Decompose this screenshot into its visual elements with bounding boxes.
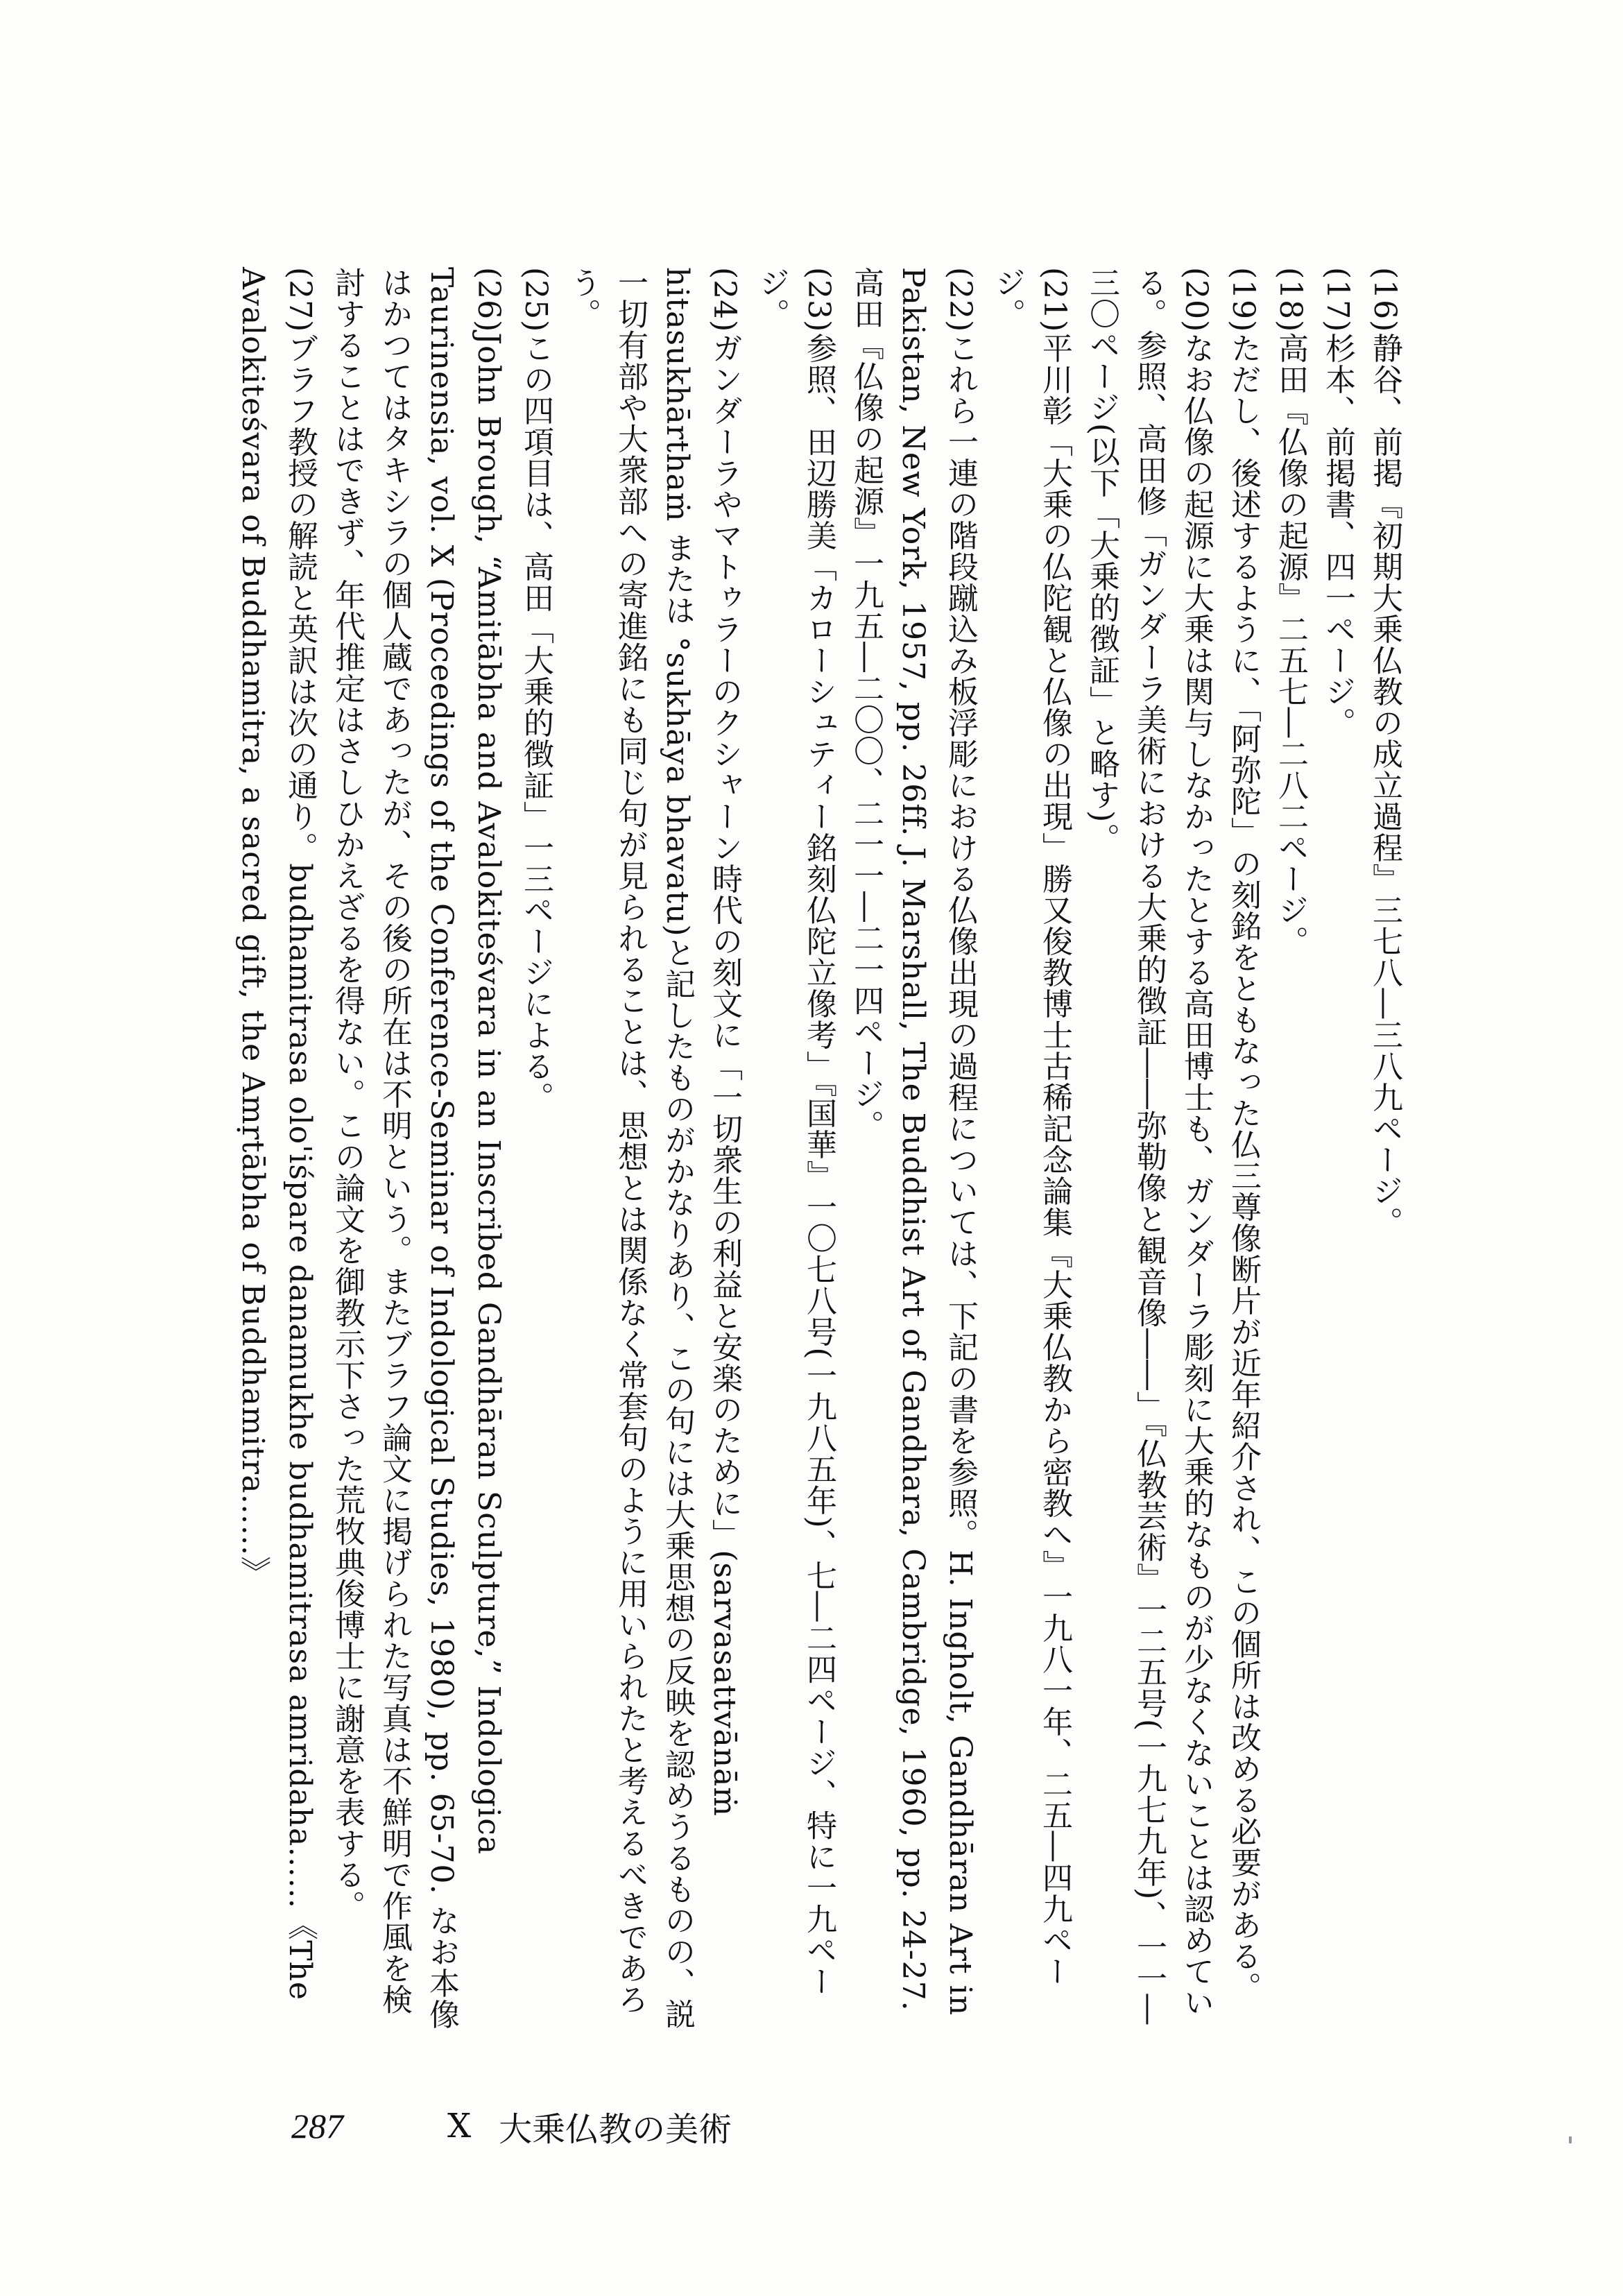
note-18 — [1266, 267, 1314, 2043]
note-20 — [1078, 267, 1219, 2043]
note-text: この四項目は、高田「大乗的徴証」一三ページによる。 — [518, 332, 553, 1113]
note-text: 高田『仏像の起源』二五七―二八二ページ。 — [1273, 332, 1308, 957]
note-21 — [984, 267, 1078, 2043]
note-number: (18) — [1273, 267, 1308, 333]
note-number: (19) — [1226, 267, 1261, 333]
page-footer — [291, 2102, 732, 2150]
chapter-number: X — [447, 2107, 472, 2145]
note-number: (25) — [518, 267, 553, 333]
scan-speck — [1569, 2136, 1572, 2143]
note-22 — [842, 267, 984, 2043]
note-text: 参照、田辺勝美「カローシュティー銘刻仏陀立像考」『国華』一〇七八号(一九八五年)、七―二四ページ、特に一九ページ。 — [754, 267, 836, 1997]
note-number: (20) — [1178, 267, 1214, 333]
note-27 — [229, 267, 323, 2043]
note-number: (24) — [707, 267, 742, 333]
note-17 — [1314, 267, 1361, 2043]
note-number: (23) — [801, 267, 836, 333]
note-text: 平川彰「大乗の仏陀観と仏像の出現」勝又俊教博士古稀記念論集『大乗仏教から密教へ』一九八一年、二五―四九ページ。 — [990, 267, 1072, 1987]
note-number: (16) — [1367, 267, 1402, 333]
note-number: (26) — [471, 267, 506, 333]
note-text: ガンダーラやマトゥラーのクシャーン時代の刻文に「一切衆生の利益と安楽のために」(sarvasattvānāṁ hitasukhārthaṁ または °sukhāya bhavatu)と記したものがかなりあり、この句には大乗思想の反映を認めうるものの、説一切有部や大衆部への寄進銘にも同じ句が見られることは、思想とは関係なく常套句のように用いられたと考えるべきであろう。 — [565, 267, 742, 2030]
page-number: 287 — [291, 2107, 343, 2145]
chapter-title: 大乗仏教の美術 — [499, 2109, 732, 2149]
note-19 — [1219, 267, 1266, 2043]
note-number: (21) — [1037, 267, 1072, 333]
note-24 — [559, 267, 748, 2043]
note-text: これら一連の階段蹴込み板浮彫における仏像出現の過程については、下記の書を参照。H. Ingholt, Gandhāran Art in Pakistan, New York, 1957, pp. 26ff. J. Marshall, The Buddhist Art of Gandhara, Cambridge, 1960, pp. 24-27. 高田『仏像の起源』一九五―二〇〇、二一一―二一四ページ。 — [848, 267, 978, 2016]
note-text: ただし、後述するように、「阿弥陀」の刻銘をともなった仏三尊像断片が近年紹介され、この個所は改める必要がある。 — [1226, 332, 1261, 2003]
note-number: (17) — [1320, 267, 1355, 333]
endnotes-block — [187, 267, 1408, 2043]
note-25 — [512, 267, 559, 2043]
note-text: John Brough, “Amitābha and Avalokiteśvara in an Inscribed Gandhāran Sculpture,” Indologica Taurinensia, vol. X (Proceedings of the Conference-Seminar of Indological Studies, 1980), pp. 65-70. なお本像はかつてはタキシラの個人蔵であったが、その後の所在は不明という。またブラフ論文に掲げられた写真は不鮮明で作風を検討することはできず、年代推定はさしひかえざるを得ない。この論文を御教示下さった荒牧典俊博士に謝意を表する。 — [329, 267, 506, 2030]
note-text: 杉本、前掲書、四一ページ。 — [1320, 332, 1355, 739]
note-23 — [748, 267, 842, 2043]
note-number: (27) — [282, 267, 318, 333]
note-16 — [1361, 267, 1408, 2043]
note-text: なお仏像の起源に大乗は関与しなかったとする高田博士も、ガンダーラ彫刻に大乗的なものが少なくないことは認めている。参照、高田修「ガンダーラ美術における大乗的徴証――弥勒像と観音像――」『仏教芸術』一二五号(一九七九年)、一一―三〇ページ(以下「大乗的徴証」と略す)。 — [1084, 267, 1214, 2025]
note-26 — [323, 267, 512, 2043]
note-number: (22) — [943, 267, 978, 333]
note-text: ブラフ教授の解読と英訳は次の通り。budhamitrasa olo'iśpare danamukhe budhamitrasa amridaha……《The Avalokiteśvara of Buddhamitra, a sacred gift, the Amṛtābha of Buddhamitra……》 — [235, 267, 318, 2001]
note-text: 静谷、前掲『初期大乗仏教の成立過程』三七八―三八九ページ。 — [1367, 332, 1402, 1238]
